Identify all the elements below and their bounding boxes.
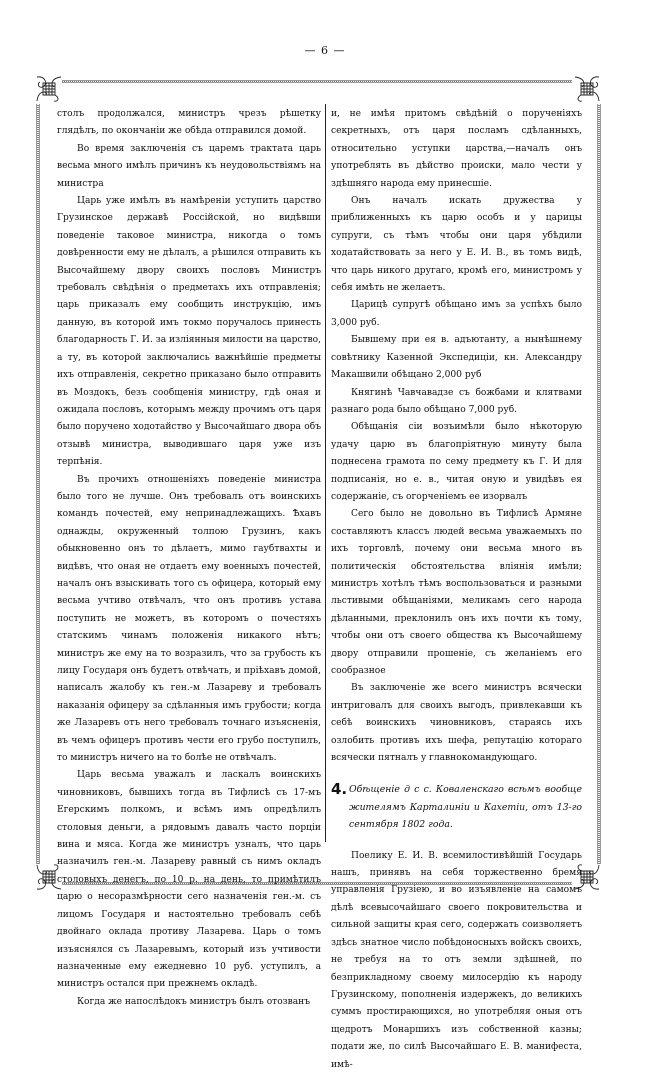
paragraph: Въ прочихъ отношеніяхъ поведеніе министра было того не лучше. Онъ требовалъ отъ воинскихъ командъ почестей, ему непринадлежащихъ. Ѣхавъ однажды, окруженный толпою Грузинъ, какъ обыкновенно онъ то дѣлаетъ, мимо гаубтвахты и видѣвъ, что оная не отдаетъ ему военныхъ почестей, началъ онъ взыскивать того съ офицера, который ему весьма учтиво отвѣчалъ, что онъ противъ устава поступить не можетъ, въ которомъ о почестяхъ статскимъ чинамъ положенія никакого нѣтъ; министръ же ему на то возразилъ, что за грубость къ лицу Государя онъ будетъ отвѣчать, и пріѣхавъ домой, написалъ жалобу къ ген.-м Лазареву и требовалъ наказанія офицеру за сдѣланныя имъ грубости; когда же Лазаревъ отъ него требовалъ точнаго изъясненія, въ чемъ офицеръ противъ чести его грубо поступилъ, то министръ ничего на то болѣе не отвѣчалъ. <box>57 474 321 764</box>
paragraph: Княгинѣ Чавчавадзе съ божбами и клятвами разнаго рода было обѣщано 7,000 руб. <box>331 387 582 415</box>
paragraph: Когда же напослѣдокъ министръ былъ отозванъ <box>77 996 311 1007</box>
paragraph: Онъ началъ искать дружества у приближенныхъ къ царю особъ и у царицы супруги, съ тѣмъ чтобы они царя убѣдили ходатайствовать за него у Е. И. В., въ томъ видѣ, что царь никого другаго, кромѣ его, министромъ у себя имѣть не желаетъ. <box>331 196 582 294</box>
right-column <box>331 106 582 1074</box>
paragraph: Въ заключеніе же всего министръ всячески интриговалъ для своихъ выгодъ, привлекавши къ себѣ воинскихъ чиновниковъ, стараясь ихъ озлобить противъ ихъ шефа, репутацію котораго всячески пятналъ у главнокомандующаго. <box>331 683 582 764</box>
paragraph: Обѣщанія сіи возъимѣли было нѣкоторую удачу царю въ благопріятную минуту была поднесена грамота по сему предмету къ Г. И для подписанія, но е. в., читая оную и увидѣвъ ея содержаніе, съ огорченіемъ ее изорвалъ <box>331 422 582 502</box>
corner-ornament-icon <box>34 74 64 104</box>
paragraph: Царицѣ супругѣ обѣщано имъ за успѣхъ было 3,000 руб. <box>331 300 582 328</box>
frame-left-border <box>36 104 40 864</box>
paragraph: и, не имѣя притомъ свѣдѣній о порученіяхъ секретныхъ, отъ царя посламъ сдѣланныхъ, относительно уступки царства,—началъ онъ употреблять въ дѣйство происки, мало чести у здѣшняго народа ему принесшіе. <box>331 109 582 189</box>
paragraph: Бывшему при ея в. адъютанту, а нынѣшнему совѣтнику Казенной Экспедиціи, кн. Александру Макашвили обѣщано 2,000 руб <box>331 335 582 381</box>
section-heading <box>331 781 582 833</box>
section-title: Обѣщеніе д с с. Коваленскаго всѣмъ вообще жителямъ Карталиніи и Кахетіи, отъ 13-го сентября 1802 года. <box>349 784 582 831</box>
section-number: 4. <box>331 780 348 799</box>
frame-right-border <box>597 104 601 864</box>
paragraph: Во время заключенія съ царемъ трактата царь весьма много имѣлъ причинъ къ неудовольствіямъ на министра <box>57 143 321 189</box>
corner-ornament-icon <box>572 74 602 104</box>
column-divider <box>325 104 326 842</box>
paragraph: Царь весьма уважалъ и ласкалъ воинскихъ чиновниковъ, бывшихъ тогда въ Тифлисѣ съ 17-мъ Егерскимъ полкомъ, и всѣмъ имъ опредѣлилъ столовыя деньги, а рядовымъ давалъ часто порціи вина и мяса. Когда же министръ узналъ, что царь назначилъ ген.-м. Лазареву равный съ нимъ окладъ столовыхъ денегъ, по 10 р. на день, то примѣтилъ царю о несоразмѣрности сего назначенія ген.-м. съ лицомъ Государя и настоятельно требовалъ себѣ двойнаго оклада противу Лазарева. Царь о томъ изъяснялся съ Лазаревымъ, который изъ учтивости назначенные ему ежедневно 10 руб. уступилъ, а министръ остался при прежнемъ окладѣ. <box>57 770 321 990</box>
page-number: — 6 — <box>304 44 346 57</box>
paragraph: Царь уже имѣлъ въ намѣреніи уступить царство Грузинское державѣ Россійской, но видѣвши поведеніе таковое министра, никогда о томъ довѣренности ему не дѣлалъ, а рѣшился отправить къ Высочайшему двору своихъ пословъ Министръ требовалъ свѣдѣнія о предметахъ ихъ отправленія; царь приказалъ ему сообщить инструкцію, имъ данную, въ которой имъ токмо поручалось принесть благодарность Г. И. за излiянныя милости на царство, а ту, въ которой заключались важнѣйшіе предметы ихъ отправленія, секретно приказано было отправить въ Моздокъ, безъ сообщенія министру, гдѣ оная и ожидала пословъ, которымъ между прочимъ отъ царя было поручено ходотайство у Высочайшаго двора объ отзывѣ министра, выводившаго царя уже изъ терпѣнія. <box>57 196 322 468</box>
paragraph: Сего было не довольно въ Тифлисѣ Армяне составляютъ классъ людей весьма уважаемыхъ по ихъ торговлѣ, почему они весьма много въ политическія обстоятельства вліянія имѣли; министръ хотѣлъ тѣмъ воспользоваться и разными льстивыми обѣщаніями, меликамъ сего народа дѣланными, преклонилъ онъ ихъ почти къ тому, чтобы они отъ своего общества къ Высочайшему двору отправили прошеніе, съ желаніемъ его сообразное <box>331 509 582 676</box>
frame-top-border <box>62 80 572 83</box>
paragraph: Поелику Е. И. В. всемилостивѣйшій Государь нашъ, принявъ на себя торжественно бремя управленія Грузіею, и во изъявленіе на самомъ дѣлѣ всевысочайшаго своего покровительства и сильной защиты края сего, содержать соизволяетъ здѣсь знатное число побѣдоносныхъ войскъ своихъ, не требуя на то отъ земли здѣшней, по безприкладному своему милосердію къ народу Грузинскому, пополненія издержекъ, до великихъ суммъ простирающихся, но употребляя оныя отъ щедротъ Монаршихъ изъ собственной казны; подати же, по силѣ Высочайшаго Е. В. манифеста, имѣ- <box>331 850 582 1070</box>
left-column <box>57 106 321 1011</box>
paragraph: столъ продолжался, министръ чрезъ рѣшетку глядѣлъ, по окончаніи же обѣда отправился домой. <box>57 109 321 137</box>
